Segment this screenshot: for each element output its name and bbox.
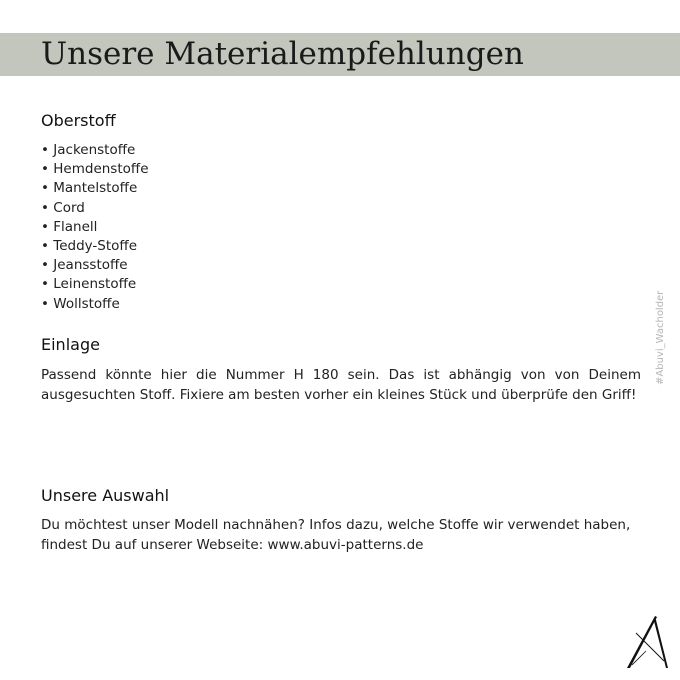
abuvi-a-logo-icon [624,613,670,671]
list-item: • Teddy-Stoffe [41,237,149,256]
auswahl-text: Du möchtest unser Modell nachnähen? Infos dazu, welche Stoffe wir verwendet haben, findest Du auf unserer Webseite: www.abuvi-patterns.de [41,517,631,553]
list-item: • Cord [41,199,149,218]
list-item: • Leinenstoffe [41,275,149,294]
list-item: • Flanell [41,218,149,237]
oberstoff-heading: Oberstoff [41,111,116,130]
auswahl-heading: Unsere Auswahl [41,486,170,505]
list-item: • Jeansstoffe [41,256,149,275]
list-item: • Hemdenstoffe [41,160,149,179]
page-title: Unsere Materialempfehlungen [41,36,524,72]
list-item: • Wollstoffe [41,295,149,314]
einlage-text: Passend könnte hier die Nummer H 180 sein. Das ist abhängig von von Deinem ausgesuchten Stoff. Fixiere am besten vorher ein kleines Stück und überprüfe den Griff! [41,367,641,403]
einlage-heading: Einlage [41,335,100,354]
watermark-hashtag: #Abuvi_Wacholder [655,290,666,385]
list-item: • Mantelstoffe [41,179,149,198]
oberstoff-list [41,141,149,314]
list-item: • Jackenstoffe [41,141,149,160]
